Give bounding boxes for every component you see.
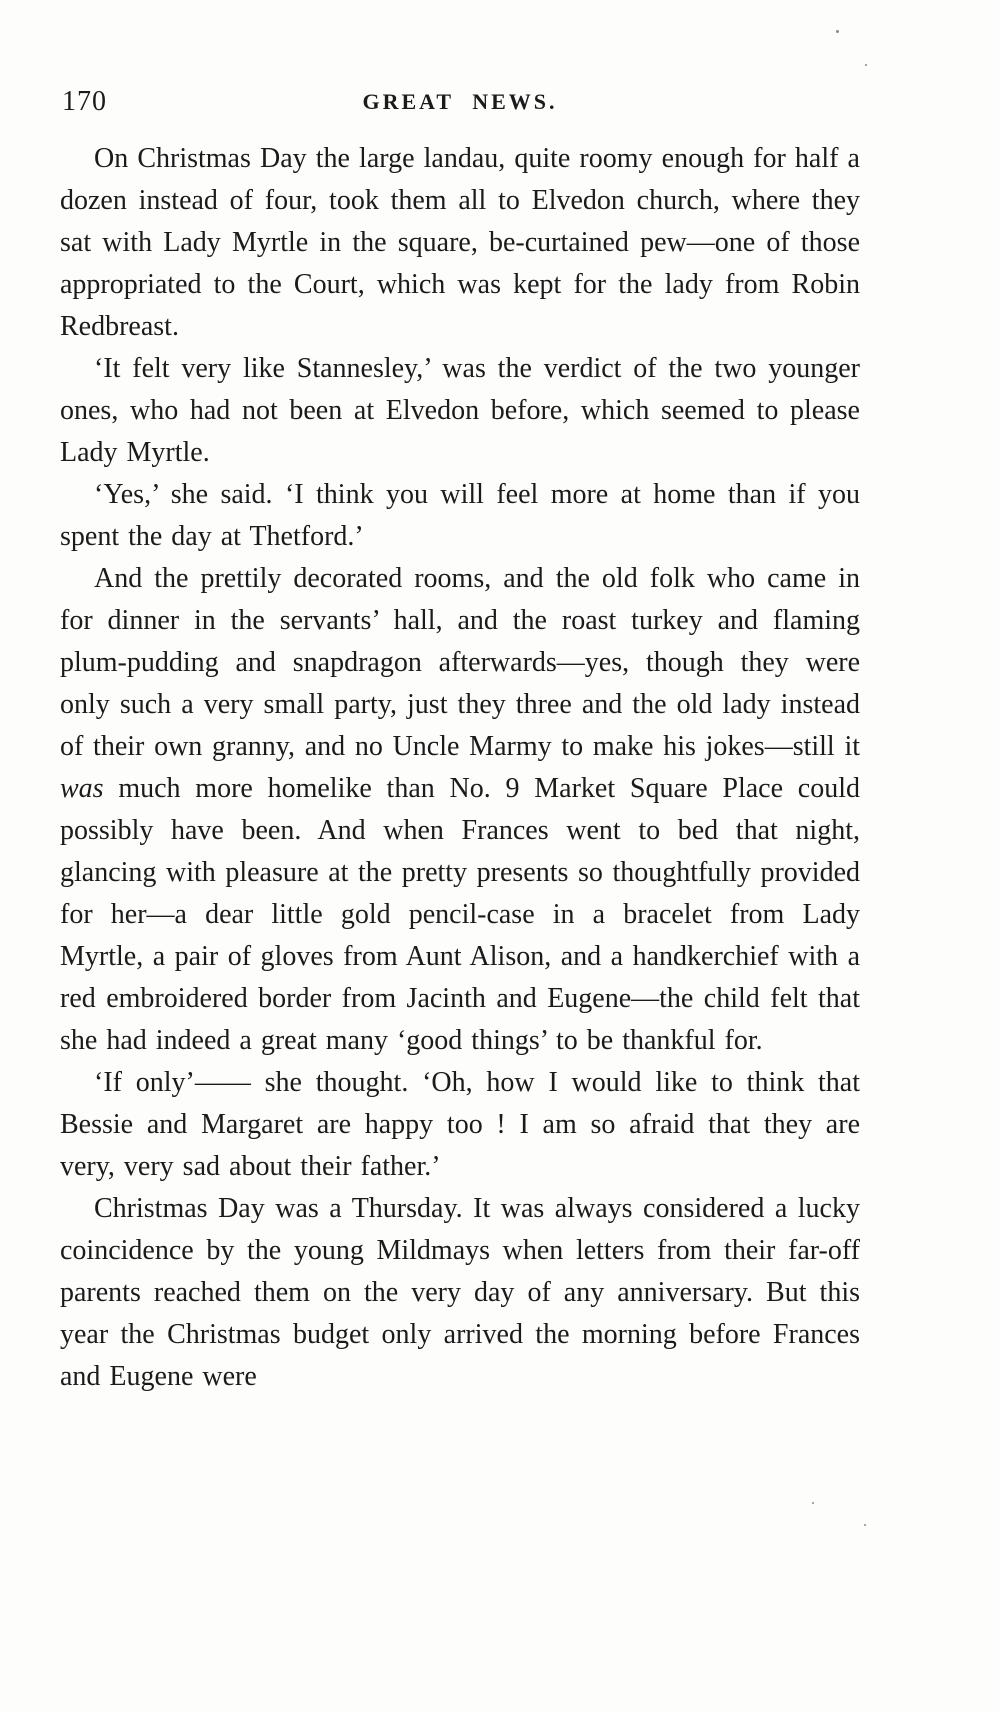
scan-speck — [812, 1502, 814, 1504]
paragraph-6-text: Christmas Day was a Thursday. It was always considered a lucky coincidence by the young Mildmays when letters from their far-off parents reached them on the very day of any anniversary. But this year the Christmas budget only arrived the morning before Frances and Eugene were — [60, 1193, 860, 1392]
paragraph-3-text: ‘Yes,’ she said. ‘I think you will feel more at home than if you spent the day at Thetford.’ — [60, 479, 860, 552]
page-number: 170 — [62, 86, 107, 117]
paragraph-3 — [60, 474, 860, 558]
paragraph-1 — [60, 138, 860, 348]
scan-speck — [864, 1524, 866, 1526]
paragraph-4-italic-word: was — [60, 773, 104, 804]
paragraph-6 — [60, 1188, 860, 1398]
paragraph-1-text: On Christmas Day the large landau, quite roomy enough for half a dozen instead of four, took them all to Elvedon church, where they sat with Lady Myrtle in the square, be-curtained pew—one of those appropriated to the Court, which was kept for the lady from Robin Redbreast. — [60, 143, 860, 342]
paragraph-5 — [60, 1062, 860, 1188]
paragraph-2 — [60, 348, 860, 474]
scan-speck — [865, 64, 867, 66]
running-title: GREAT NEWS. — [362, 89, 558, 114]
text-column — [60, 86, 860, 1398]
paragraph-2-text: ‘It felt very like Stannesley,’ was the verdict of the two younger ones, who had not been at Elvedon before, which seemed to please Lady Myrtle. — [60, 353, 860, 468]
paragraph-5-text: ‘If only’—— she thought. ‘Oh, how I would like to think that Bessie and Margaret are happy too ! I am so afraid that they are very, very sad about their father.’ — [60, 1067, 860, 1182]
scan-speck — [836, 30, 839, 33]
paragraph-4 — [60, 558, 860, 1062]
paragraph-4-text-before: And the prettily decorated rooms, and the old folk who came in for dinner in the servants’ hall, and the roast turkey and flaming plum-pudding and snapdragon afterwards—yes, though they were only such a very small party, just they three and the old lady instead of their own granny, and no Uncle Marmy to make his jokes—still it — [60, 563, 860, 762]
page-header — [60, 86, 860, 126]
paragraph-4-text-after: much more homelike than No. 9 Market Square Place could possibly have been. And when Frances went to bed that night, glancing with pleasure at the pretty presents so thoughtfully provided for her—a dear little gold pencil-case in a bracelet from Lady Myrtle, a pair of gloves from Aunt Alison, and a handkerchief with a red embroidered border from Jacinth and Eugene—the child felt that she had indeed a great many ‘good things’ to be thankful for. — [60, 773, 860, 1056]
